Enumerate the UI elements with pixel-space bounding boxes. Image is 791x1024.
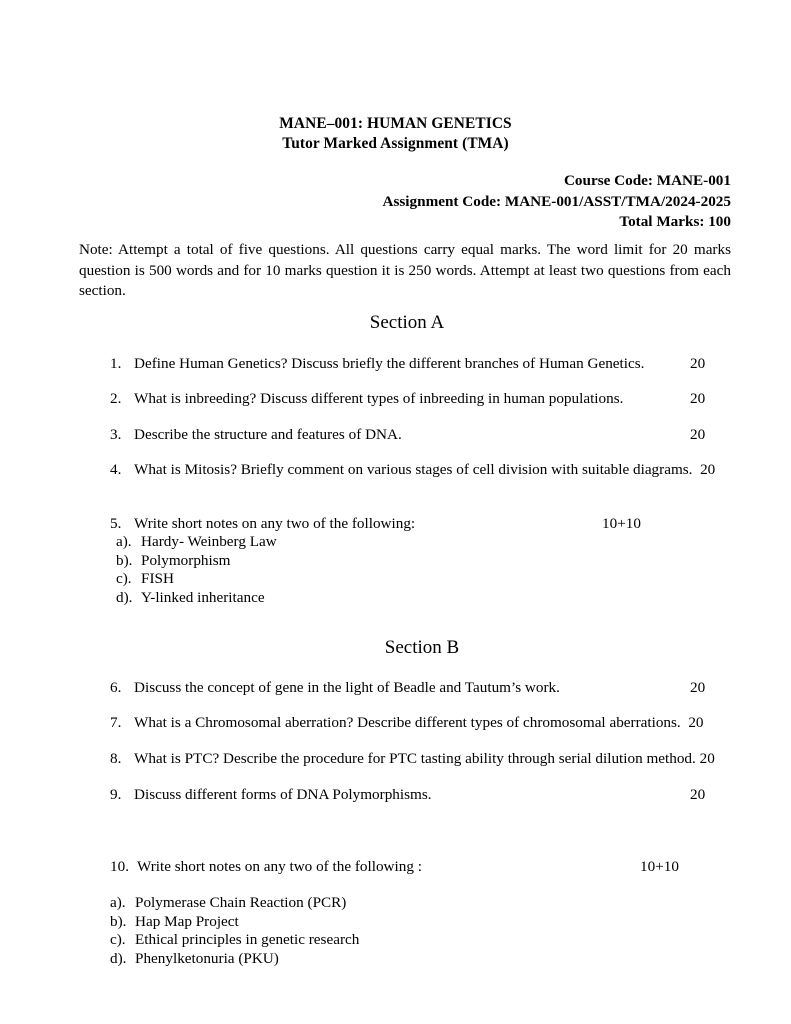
- question-3-marks: 20: [690, 426, 706, 443]
- question-10-sub-label-a: a).: [110, 894, 126, 911]
- question-9-number: 9.: [110, 786, 122, 803]
- question-2-number: 2.: [110, 390, 122, 407]
- question-5-sub-item-c: [116, 570, 277, 589]
- question-5-number: 5.: [110, 515, 122, 532]
- assignment-type-line: Tutor Marked Assignment (TMA): [282, 135, 509, 152]
- question-5-marks: 10+10: [602, 515, 641, 532]
- question-1: [110, 354, 706, 374]
- question-4-text: What is Mitosis? Briefly comment on various stages of cell division with suitable diagrams.: [134, 461, 693, 478]
- question-9: [110, 785, 706, 805]
- question-5-sub-text-a: Hardy- Weinberg Law: [141, 533, 277, 550]
- total-marks: Total Marks: 100: [619, 213, 731, 230]
- question-10-sub-text-b: Hap Map Project: [135, 912, 239, 930]
- question-4-number: 4.: [110, 461, 122, 478]
- question-1-text: Define Human Genetics? Discuss briefly the different branches of Human Genetics.: [134, 355, 645, 372]
- question-6-number: 6.: [110, 679, 122, 696]
- question-10-sub-item-a: [110, 894, 359, 913]
- question-6-marks: 20: [690, 679, 706, 696]
- question-5-sub-text-c: FISH: [141, 570, 174, 588]
- question-5-sub-items: [116, 533, 277, 607]
- question-5-sub-label-b: b).: [116, 551, 133, 569]
- question-5-sub-label-a: a).: [116, 533, 132, 550]
- question-10-sub-label-d: d).: [110, 949, 127, 967]
- question-3: [110, 425, 706, 445]
- question-5-sub-item-d: [116, 589, 277, 608]
- question-4: [110, 460, 715, 480]
- question-3-number: 3.: [110, 426, 122, 443]
- question-9-text: Discuss different forms of DNA Polymorphisms.: [134, 786, 432, 803]
- question-10-number: 10.: [110, 858, 129, 875]
- question-8-number: 8.: [110, 750, 122, 767]
- question-10-sub-item-b: [110, 913, 359, 932]
- section-b-heading: Section B: [384, 637, 460, 658]
- question-5-sub-label-c: c).: [116, 570, 132, 588]
- course-info-block: [383, 171, 731, 233]
- question-10-sub-label-c: c).: [110, 931, 126, 949]
- question-7-number: 7.: [110, 714, 122, 731]
- question-10-sub-item-d: [110, 950, 359, 969]
- question-2: [110, 389, 706, 409]
- page-title: [0, 114, 791, 154]
- question-7: [110, 713, 704, 733]
- question-10-sub-text-a: Polymerase Chain Reaction (PCR): [135, 894, 347, 911]
- question-10-text: Write short notes on any two of the following :: [137, 858, 422, 875]
- question-7-text: What is a Chromosomal aberration? Describe different types of chromosomal aberrations.: [134, 714, 681, 731]
- section-a-heading: Section A: [369, 312, 445, 333]
- question-10-sub-text-d: Phenylketonuria (PKU): [135, 949, 279, 967]
- question-5-sub-text-d: Y-linked inheritance: [141, 588, 265, 606]
- question-1-number: 1.: [110, 355, 122, 372]
- question-6: [110, 678, 706, 698]
- question-3-text: Describe the structure and features of DNA.: [134, 426, 402, 443]
- question-10-sub-item-c: [110, 931, 359, 950]
- question-8: [110, 749, 715, 769]
- question-5-sub-text-b: Polymorphism: [141, 551, 231, 569]
- question-5: [110, 514, 641, 534]
- question-10: [110, 857, 679, 877]
- question-5-sub-item-a: [116, 533, 277, 552]
- question-8-marks: 20: [699, 750, 715, 767]
- course-title-line: MANE–001: HUMAN GENETICS: [279, 115, 512, 132]
- question-10-sub-items: [110, 894, 359, 968]
- question-10-sub-text-c: Ethical principles in genetic research: [135, 931, 360, 949]
- instructions-note: Note: Attempt a total of five questions. All questions carry equal marks. The word limit for 20 marks question is 500 words and for 10 marks question it is 250 words. Attempt at least two questions from each section.: [79, 241, 731, 299]
- question-7-marks: 20: [688, 714, 704, 731]
- question-1-marks: 20: [690, 355, 706, 372]
- course-code: Course Code: MANE-001: [563, 172, 731, 189]
- question-2-marks: 20: [690, 390, 706, 407]
- question-10-sub-label-b: b).: [110, 912, 127, 930]
- question-8-text: What is PTC? Describe the procedure for PTC tasting ability through serial dilution method.: [134, 750, 696, 767]
- question-10-marks: 10+10: [640, 858, 679, 875]
- question-6-text: Discuss the concept of gene in the light of Beadle and Tautum’s work.: [134, 679, 560, 696]
- question-5-text: Write short notes on any two of the following:: [134, 515, 416, 532]
- question-9-marks: 20: [690, 786, 706, 803]
- assignment-code: Assignment Code: MANE-001/ASST/TMA/2024-2025: [382, 192, 731, 210]
- question-2-text: What is inbreeding? Discuss different types of inbreeding in human populations.: [134, 390, 624, 407]
- question-4-marks: 20: [700, 461, 716, 478]
- question-5-sub-item-b: [116, 552, 277, 571]
- question-5-sub-label-d: d).: [116, 588, 133, 606]
